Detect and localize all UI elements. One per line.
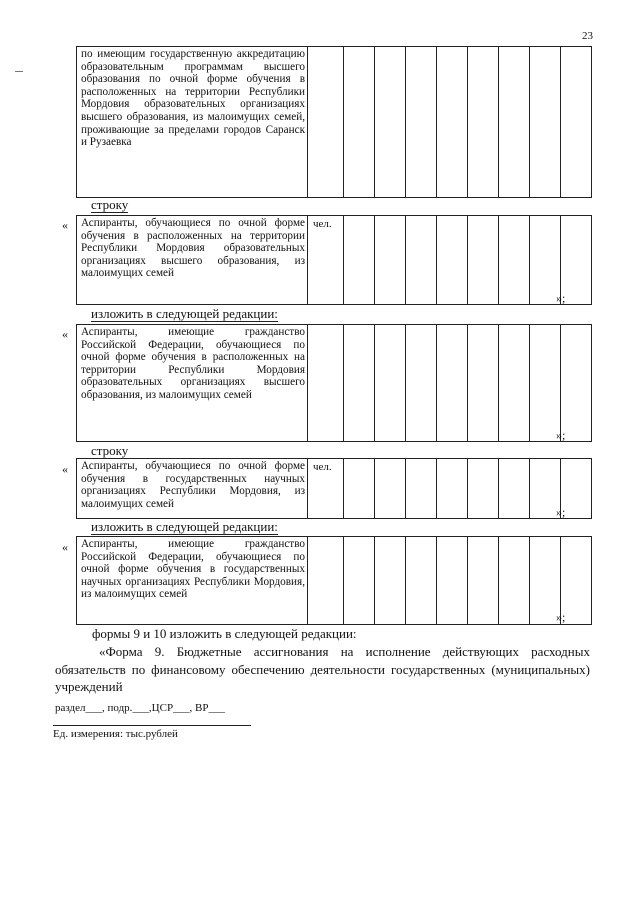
row-unit: чел. <box>308 459 344 519</box>
form9-title-text: «Форма 9. Бюджетные ассигнования на исполнение действующих расходных обязательств по финансовому обеспечению деятельности государственных (муниципальных) учреждений <box>55 644 590 694</box>
quote-close: »; <box>556 428 566 442</box>
table-row-block-2 <box>76 324 592 442</box>
table-cell <box>437 325 468 442</box>
table-row <box>77 325 592 442</box>
table-cell <box>437 47 468 198</box>
table-cell <box>375 216 406 305</box>
table-cell <box>468 459 499 519</box>
table-row <box>77 47 592 198</box>
table-cell <box>499 216 530 305</box>
row-description: Аспиранты, обучающиеся по очной форме обучения в расположенных на территории Республики Мордовия образовательных организациях высшего образования, из малоимущих семей <box>77 216 308 305</box>
quote-open: « <box>62 462 68 476</box>
table-cell <box>530 47 561 198</box>
table-cell <box>499 459 530 519</box>
table-row <box>77 537 592 625</box>
row-description: Аспиранты, обучающиеся по очной форме обучения в государственных научных организациях Республики Мордовия, из малоимущих семей <box>77 459 308 519</box>
table-cell <box>561 47 592 198</box>
table-cell <box>468 47 499 198</box>
table-cell <box>344 459 375 519</box>
table-cell <box>437 459 468 519</box>
label-row: строку <box>91 443 129 458</box>
table-cell <box>375 325 406 442</box>
quote-close: »; <box>556 505 566 519</box>
table-cell <box>406 47 437 198</box>
quote-close: »; <box>556 291 566 305</box>
table-cell <box>468 537 499 625</box>
row-unit <box>308 325 344 442</box>
form9-title <box>55 643 590 696</box>
row-description: Аспиранты, имеющие гражданство Российской Федерации, обучающиеся по очной форме обучения в государственных научных организациях Республики Мордовия, из малоимущих семей <box>77 537 308 625</box>
budget-codes-line: раздел___, подр.___,ЦСР___, ВР___ <box>55 702 226 714</box>
row-unit <box>308 47 344 198</box>
table-cell <box>406 537 437 625</box>
table-cell <box>344 325 375 442</box>
page-number: 23 <box>582 30 593 42</box>
quote-open: « <box>62 218 68 232</box>
margin-mark <box>15 71 23 72</box>
table-cell <box>344 47 375 198</box>
table-cell <box>468 325 499 442</box>
table-row-block-1 <box>76 215 592 305</box>
quote-open: « <box>62 540 68 554</box>
row-description: Аспиранты, имеющие гражданство Российской Федерации, обучающиеся по очной форме обучения в расположенных на территории Республики Мордовия образовательных организациях высшего образования, из малоимущих семей <box>77 325 308 442</box>
table-row-block-4 <box>76 536 592 625</box>
row-unit: чел. <box>308 216 344 305</box>
table-row <box>77 459 592 519</box>
table-cell <box>530 325 561 442</box>
table-cell <box>437 537 468 625</box>
table-cell <box>375 459 406 519</box>
label-replace: изложить в следующей редакции: <box>91 519 278 534</box>
forms-instruction: формы 9 и 10 изложить в следующей редакции: <box>92 626 357 641</box>
table-cell <box>344 537 375 625</box>
table-cell <box>468 216 499 305</box>
row-unit <box>308 537 344 625</box>
table-cell <box>437 216 468 305</box>
table-continuation <box>76 46 592 198</box>
row-description: по имеющим государственную аккредитацию образовательным программам высшего образования по очной форме обучения в расположенных на территории Республики Мордовия образовательных организациях высшего образования, из малоимущих семей, проживающие за пределами городов Саранск и Рузаевка <box>77 47 308 198</box>
table-cell <box>406 459 437 519</box>
table-cell <box>375 537 406 625</box>
label-replace: изложить в следующей редакции: <box>91 306 278 321</box>
table-cell <box>499 325 530 442</box>
table-cell <box>344 216 375 305</box>
table-cell <box>499 47 530 198</box>
table-cell <box>375 47 406 198</box>
table-cell <box>406 216 437 305</box>
table-cell <box>561 325 592 442</box>
table-row-block-3 <box>76 458 592 519</box>
table-cell <box>406 325 437 442</box>
quote-close: »; <box>556 610 566 624</box>
units-line: Ед. измерения: тыс.рублей <box>53 725 251 740</box>
quote-open: « <box>62 327 68 341</box>
table-row <box>77 216 592 305</box>
table-cell <box>499 537 530 625</box>
label-row: строку <box>91 197 129 212</box>
